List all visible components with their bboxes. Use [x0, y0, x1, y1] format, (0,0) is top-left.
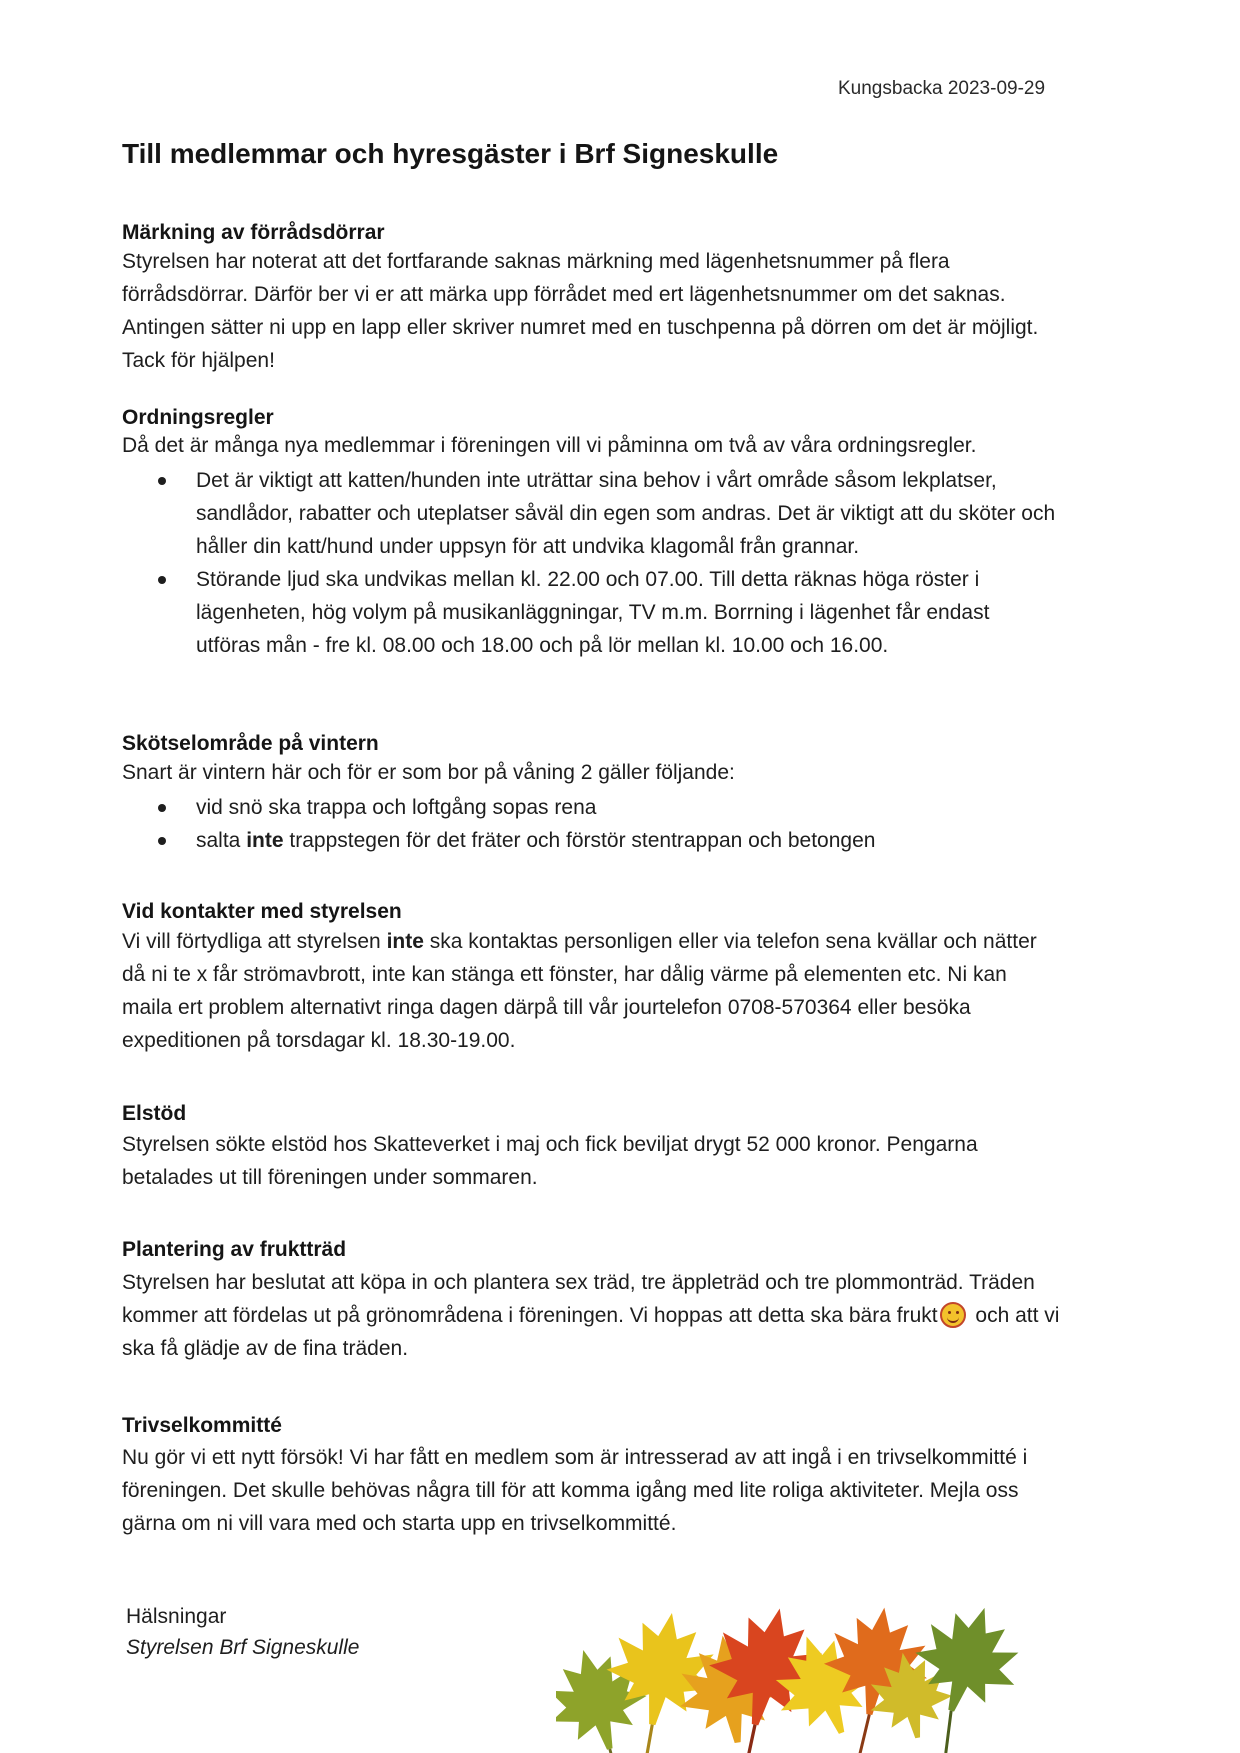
section-intro-rules: Då det är många nya medlemmar i föreningen vill vi påminna om två av våra ordningsregler. — [122, 434, 977, 457]
list-item — [158, 464, 1058, 563]
section-text-storage-doors: Styrelsen har noterat att det fortfarande saknas märkning med lägenhetsnummer på flera förrådsdörrar. Därför ber vi er att märka upp förrådet med ert lägenhetsnummer om det saknas. Antingen sätter ni upp en lapp eller skriver numret med en tuschpenna på dörren om det är möjligt. Tack för hjälpen! — [122, 250, 1039, 372]
closing-signature: Styrelsen Brf Signeskulle — [126, 1636, 360, 1659]
section-heading-winter: Skötselområde på vintern — [122, 732, 379, 755]
emphasis-text: inte — [386, 930, 424, 953]
section-text-fruit-trees: Styrelsen har beslutat att köpa in och plantera sex träd, tre äppleträd och tre plommonträd. Träden kommer att fördelas ut på grönområdena i föreningen. Vi hoppas att detta ska bära frukt och att vi ska få glädje av de fina träden. — [122, 1271, 1060, 1360]
bullet-icon — [158, 576, 166, 584]
section-heading-social-committee: Trivselkommitté — [122, 1414, 282, 1437]
letter-title: Till medlemmar och hyresgäster i Brf Signeskulle — [122, 138, 779, 169]
list-item-text: Störande ljud ska undvikas mellan kl. 22.00 och 07.00. Till detta räknas höga röster i lägenheten, hög volym på musikanläggningar, TV m.m. Borrning i lägenhet får endast utföras mån - fre kl. 08.00 och 18.00 och på lör mellan kl. 10.00 och 16.00. — [196, 568, 990, 657]
letter-date: Kungsbacka 2023-09-29 — [838, 78, 1046, 99]
emphasis-text: inte — [246, 829, 284, 852]
section-text-contacts: Vi vill förtydliga att styrelsen inte ska kontaktas personligen eller via telefon sena kvällar och nätter då ni te x får strömavbrott, inte kan stänga ett fönster, har dålig värme på elementen etc. Ni kan maila ert problem alternativt ringa dagen därpå till vår jourtelefon 0708-570364 eller besöka expeditionen på torsdagar kl. 18.30-19.00. — [122, 930, 1037, 1052]
bullet-icon — [158, 837, 166, 845]
autumn-maple-leaves-icon — [556, 1595, 1026, 1753]
smiling-face-icon — [940, 1302, 966, 1328]
rules-list — [158, 464, 1058, 662]
section-heading-fruit-trees: Plantering av fruktträd — [122, 1238, 347, 1261]
list-item-text: vid snö ska trappa och loftgång sopas rena — [196, 796, 597, 819]
list-item — [158, 563, 1058, 662]
bullet-icon — [158, 804, 166, 812]
closing-greeting: Hälsningar — [126, 1605, 227, 1628]
section-heading-rules: Ordningsregler — [122, 406, 274, 429]
winter-list — [158, 791, 1058, 857]
list-item — [158, 791, 1058, 824]
section-intro-winter: Snart är vintern här och för er som bor på våning 2 gäller följande: — [122, 761, 735, 784]
bullet-icon — [158, 477, 166, 485]
section-heading-contacts: Vid kontakter med styrelsen — [122, 900, 402, 923]
section-heading-storage-doors: Märkning av förrådsdörrar — [122, 221, 385, 244]
list-item: salta inte trappstegen för det fräter och förstör stentrappan och betongen — [158, 824, 1058, 857]
section-text-power-subsidy: Styrelsen sökte elstöd hos Skatteverket i maj och fick beviljat drygt 52 000 kronor. Pengarna betalades ut till föreningen under sommaren. — [122, 1133, 978, 1189]
list-item-text: Det är viktigt att katten/hunden inte uträttar sina behov i vårt område såsom lekplatser, sandlådor, rabatter och uteplatser såväl din egen som andras. Det är viktigt att du sköter och håller din katt/hund under uppsyn för att undvika klagomål från grannar. — [196, 469, 1056, 558]
section-text-social-committee: Nu gör vi ett nytt försök! Vi har fått en medlem som är intresserad av att ingå i en trivselkommitté i föreningen. Det skulle behövas några till för att komma igång med lite roliga aktiviteter. Mejla oss gärna om ni vill vara med och starta upp en trivselkommitté. — [122, 1446, 1028, 1535]
section-heading-power-subsidy: Elstöd — [122, 1102, 187, 1125]
